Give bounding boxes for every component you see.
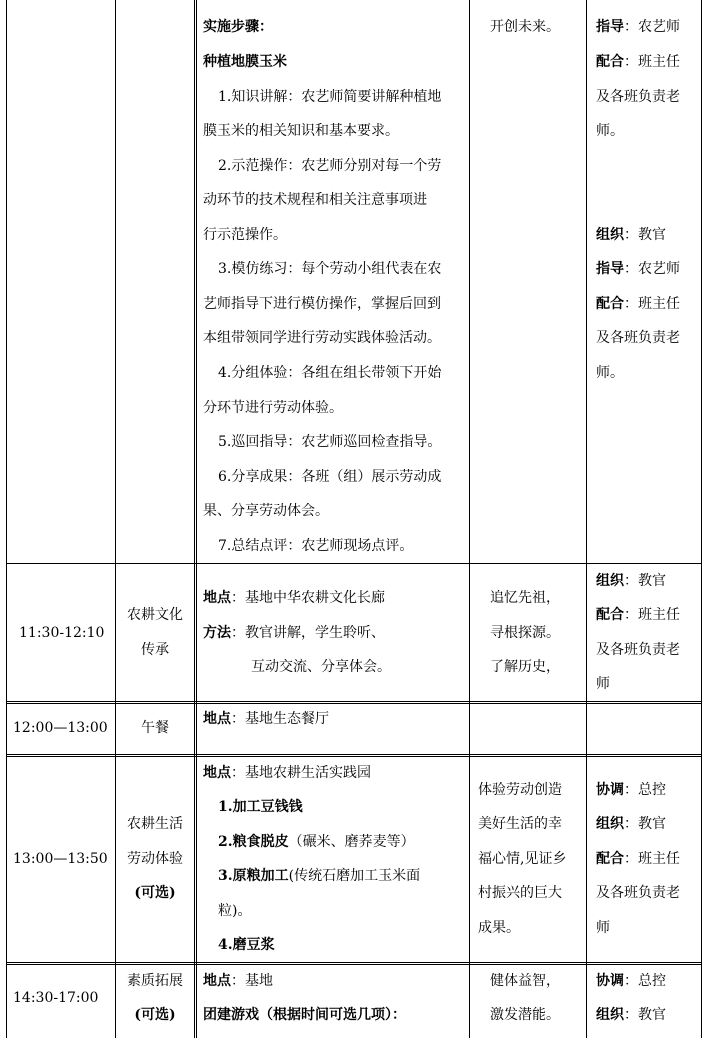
list-item: 粒)。 xyxy=(218,903,252,919)
step-line: 1.知识讲解：农艺师简要讲解种植地 xyxy=(218,89,442,105)
goal-line: 体验劳动创造 xyxy=(478,782,562,798)
time-cell: 13:00—13:50 xyxy=(13,851,108,867)
step-line: 3.模仿练习：每个劳动小组代表在农 xyxy=(218,261,442,277)
corn-heading: 种植地膜玉米 xyxy=(203,54,287,70)
step-line: 本组带领同学进行劳动实践体验活动。 xyxy=(203,330,441,346)
staff-line: 师 xyxy=(596,920,610,936)
time-cell: 14:30-17:00 xyxy=(13,990,99,1006)
staff-line: 指导：农艺师 xyxy=(596,19,680,35)
activity-line: 素质拓展 xyxy=(127,973,183,989)
list-item: 3.原粮加工(传统石磨加工玉米面 xyxy=(218,868,421,884)
step-line: 果、分享劳动体会。 xyxy=(203,503,329,519)
staff-line: 组织：教官 xyxy=(596,227,666,243)
goal-text: 开创未来。 xyxy=(490,19,560,35)
list-item: 1.加工豆钱钱 xyxy=(218,799,303,815)
staff-line: 师。 xyxy=(596,123,624,139)
staff-line: 配合：班主任 xyxy=(596,607,680,623)
activity-line: 农耕文化 xyxy=(127,607,183,623)
place-line: 地点：基地农耕生活实践园 xyxy=(203,765,371,781)
step-line: 7.总结点评：农艺师现场点评。 xyxy=(218,538,414,554)
step-line: 4.分组体验：各组在组长带领下开始 xyxy=(218,365,442,381)
time-cell: 12:00—13:00 xyxy=(13,720,108,736)
step-line: 艺师指导下进行模仿操作，掌握后回到 xyxy=(203,296,441,312)
step-line: 2.示范操作：农艺师分别对每一个劳 xyxy=(218,158,442,174)
step-line: 5.巡回指导：农艺师巡回检查指导。 xyxy=(218,434,442,450)
step-line: 6.分享成果：各班（组）展示劳动成 xyxy=(218,469,442,485)
place-line: 地点：基地生态餐厅 xyxy=(203,711,329,727)
method-line: 方法：教官讲解，学生聆听、 xyxy=(203,625,385,641)
method-line: 互动交流、分享体会。 xyxy=(251,659,391,675)
staff-line: 配合：班主任 xyxy=(596,851,680,867)
place-line: 地点：基地中华农耕文化长廊 xyxy=(203,590,385,606)
staff-line: 组织：教官 xyxy=(596,573,666,589)
staff-line: 组织：教官 xyxy=(596,816,666,832)
staff-line: 及各班负责老 xyxy=(596,642,680,658)
activity-line: 传承 xyxy=(141,642,169,658)
staff-line: 配合：班主任 xyxy=(596,54,680,70)
time-cell: 11:30-12:10 xyxy=(19,625,105,641)
staff-line: 及各班负责老 xyxy=(596,89,680,105)
step-line: 动环节的技术规程和相关注意事项进 xyxy=(203,192,427,208)
activity-line: (可选) xyxy=(134,885,176,901)
staff-line: 师。 xyxy=(596,365,624,381)
staff-line: 协调：总控 xyxy=(596,973,666,989)
staff-line: 指导：农艺师 xyxy=(596,261,680,277)
steps-heading: 实施步骤： xyxy=(203,19,273,35)
staff-line: 及各班负责老 xyxy=(596,330,680,346)
goal-line: 了解历史， xyxy=(490,659,560,675)
step-line: 膜玉米的相关知识和基本要求。 xyxy=(203,123,399,139)
goal-line: 寻根探源。 xyxy=(490,625,560,641)
activity-cell: 午餐 xyxy=(141,720,169,736)
goal-line: 美好生活的幸 xyxy=(478,816,562,832)
goal-line: 村振兴的巨大 xyxy=(478,885,562,901)
goal-line: 福心情,见证乡 xyxy=(478,851,567,867)
goal-line: 激发潜能。 xyxy=(490,1007,560,1023)
step-line: 行示范操作。 xyxy=(203,227,287,243)
activity-line: (可选) xyxy=(134,1007,176,1023)
staff-line: 协调：总控 xyxy=(596,782,666,798)
activity-line: 劳动体验 xyxy=(127,851,183,867)
goal-line: 健体益智， xyxy=(490,973,560,989)
staff-line: 配合：班主任 xyxy=(596,296,680,312)
game-heading: 团建游戏（根据时间可选几项）： xyxy=(203,1007,406,1023)
step-line: 分环节进行劳动体验。 xyxy=(203,400,343,416)
staff-line: 及各班负责老 xyxy=(596,885,680,901)
activity-line: 农耕生活 xyxy=(127,816,183,832)
list-item: 2.粮食脱皮（碾米、磨荞麦等） xyxy=(218,834,415,850)
goal-line: 成果。 xyxy=(478,920,520,936)
place-line: 地点：基地 xyxy=(203,973,273,989)
staff-line: 组织：教官 xyxy=(596,1007,666,1023)
staff-line: 师 xyxy=(596,676,610,692)
list-item: 4.磨豆浆 xyxy=(218,937,275,953)
goal-line: 追忆先祖， xyxy=(490,590,560,606)
